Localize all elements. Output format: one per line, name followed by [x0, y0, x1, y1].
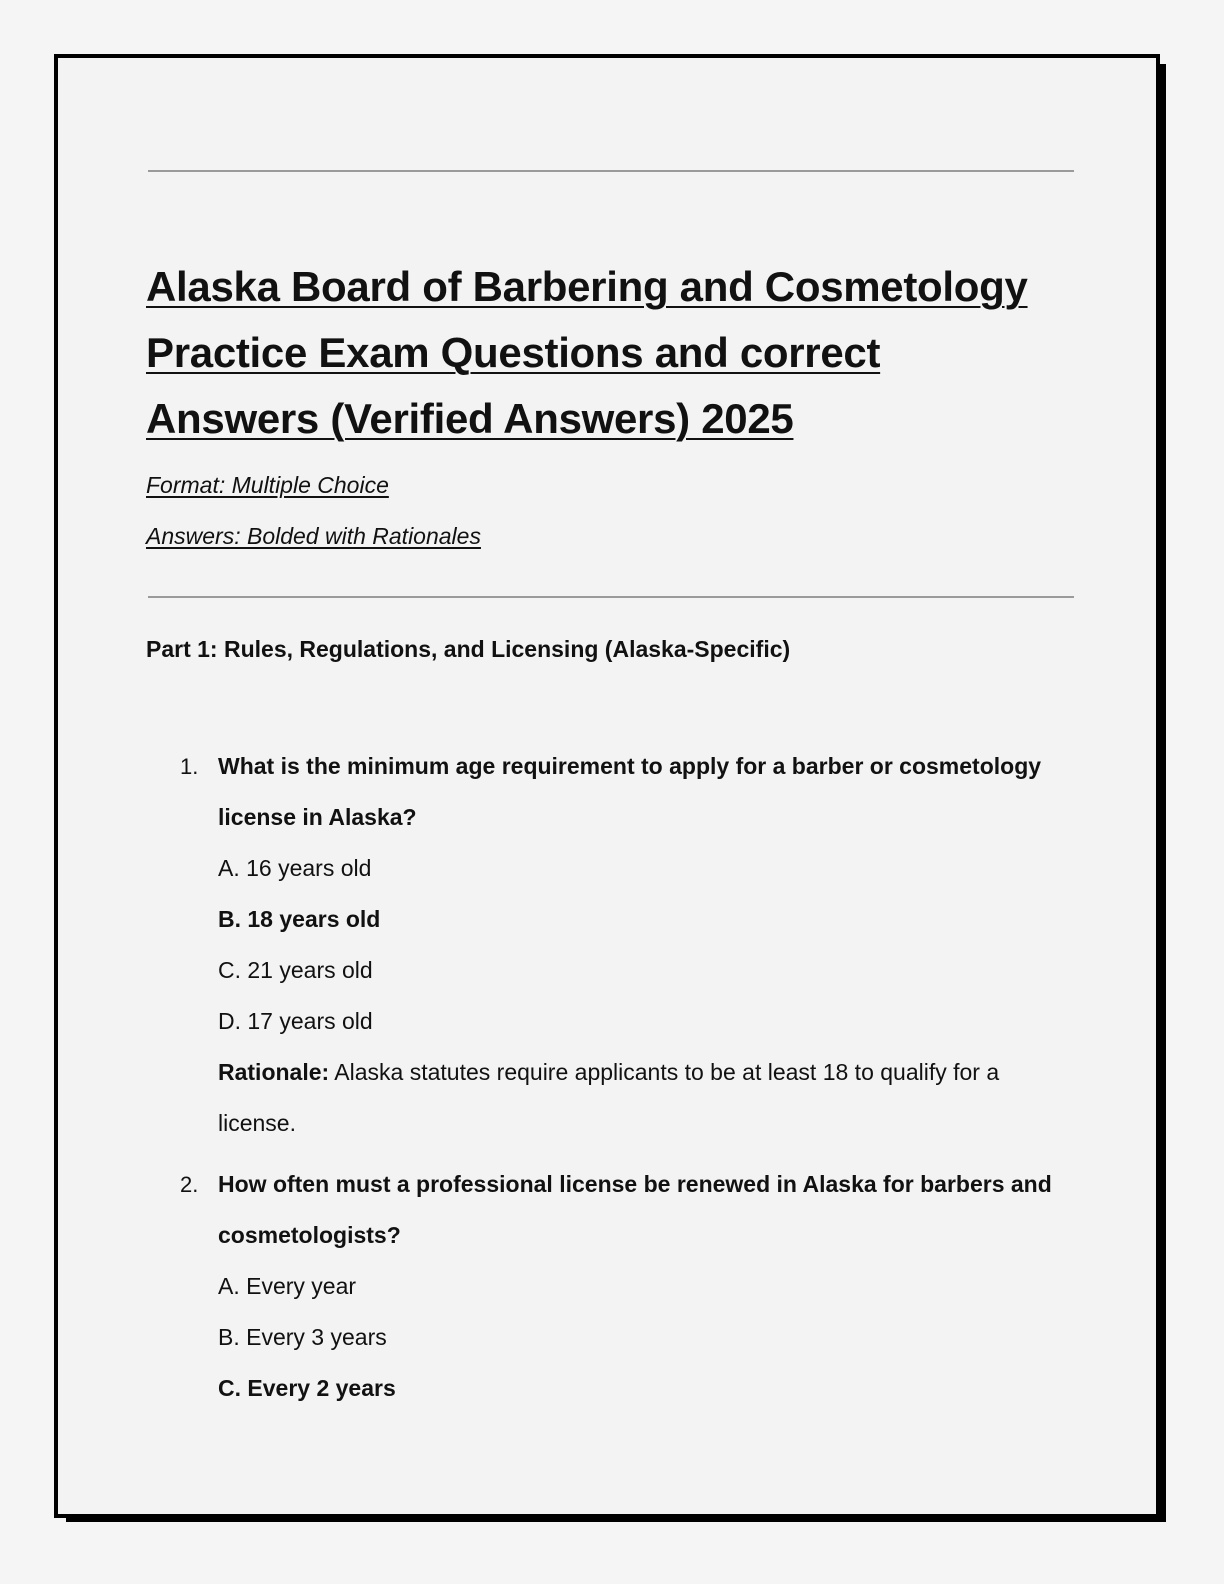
format-label: Format: Multiple Choice: [146, 472, 389, 498]
answer-option: C. 21 years old: [218, 957, 373, 983]
rationale-label: Rationale:: [218, 1059, 330, 1085]
page-frame: [54, 54, 1160, 1518]
title-line: Practice Exam Questions and correct: [146, 329, 881, 376]
answers-label: Answers: Bolded with Rationales: [146, 523, 481, 549]
title-line: Answers (Verified Answers) 2025: [146, 395, 794, 442]
answer-option-correct: C. Every 2 years: [218, 1375, 396, 1401]
part-heading: Part 1: Rules, Regulations, and Licensing (Alaska-Specific): [146, 636, 791, 662]
question-number: 2.: [180, 1172, 199, 1197]
document-title: [146, 254, 1086, 452]
answer-option: D. 17 years old: [218, 1008, 373, 1034]
title-line: Alaska Board of Barbering and Cosmetology: [146, 263, 1028, 310]
section-divider: [148, 596, 1074, 598]
answer-option: A. Every year: [218, 1273, 357, 1299]
top-divider: [148, 170, 1074, 172]
rationale: [218, 1047, 1078, 1149]
answer-option: A. 16 years old: [218, 855, 372, 881]
rationale-text: Alaska statutes require applicants to be at least 18 to qualify for a license.: [218, 1059, 1000, 1136]
question-body: [218, 1159, 1078, 1414]
answer-option: B. Every 3 years: [218, 1324, 387, 1350]
question-number: 1.: [180, 754, 199, 779]
question-text: How often must a professional license be renewed in Alaska for barbers and cosmetologists?: [218, 1171, 1052, 1248]
question-body: [218, 741, 1078, 1149]
question-text: What is the minimum age requirement to apply for a barber or cosmetology license in Alaska?: [218, 753, 1042, 830]
answer-option-correct: B. 18 years old: [218, 906, 381, 932]
